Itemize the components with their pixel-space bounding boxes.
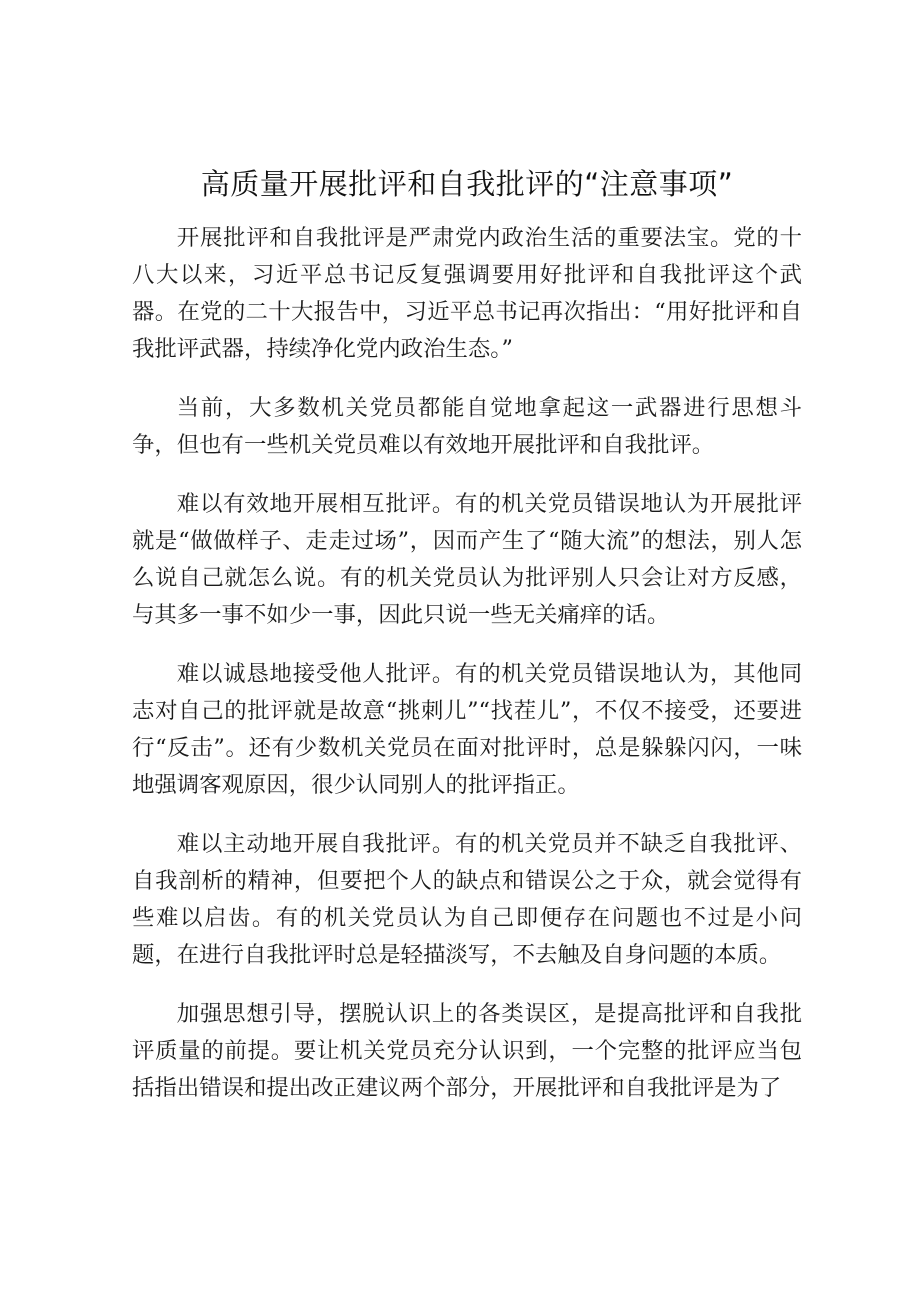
document-body — [132, 162, 802, 1107]
paragraph-1: 开展批评和自我批评是严肃党内政治生活的重要法宝。党的十八大以来，习近平总书记反复强调要用好批评和自我批评这个武器。在党的二十大报告中，习近平总书记再次指出：“用好批评和自我批评武器，持续净化党内政治生态。” — [132, 225, 802, 362]
paragraph-5: 难以主动地开展自我批评。有的机关党员并不缺乏自我批评、自我剖析的精神，但要把个人的缺点和错误公之于众，就会觉得有些难以启齿。有的机关党员认为自己即便存在问题也不过是小问题，在进行自我批评时总是轻描淡写，不去触及自身问题的本质。 — [132, 831, 802, 968]
paragraph-6: 加强思想引导，摆脱认识上的各类误区，是提高批评和自我批评质量的前提。要让机关党员充分认识到，一个完整的批评应当包括指出错误和提出改正建议两个部分，开展批评和自我批评是为了 — [132, 1001, 802, 1101]
document-title: 高质量开展批评和自我批评的“注意事项” — [200, 167, 734, 201]
paragraph-3: 难以有效地开展相互批评。有的机关党员错误地认为开展批评就是“做做样子、走走过场”，因而产生了“随大流”的想法，别人怎么说自己就怎么说。有的机关党员认为批评别人只会让对方反感，与其多一事不如少一事，因此只说一些无关痛痒的话。 — [132, 491, 802, 628]
paragraph-4: 难以诚恳地接受他人批评。有的机关党员错误地认为，其他同志对自己的批评就是故意“挑刺儿”“找茬儿”，不仅不接受，还要进行“反击”。还有少数机关党员在面对批评时，总是躲躲闪闪，一味地强调客观原因，很少认同别人的批评指正。 — [132, 661, 802, 798]
paragraph-2: 当前，大多数机关党员都能自觉地拿起这一武器进行思想斗争，但也有一些机关党员难以有效地开展批评和自我批评。 — [132, 395, 802, 458]
